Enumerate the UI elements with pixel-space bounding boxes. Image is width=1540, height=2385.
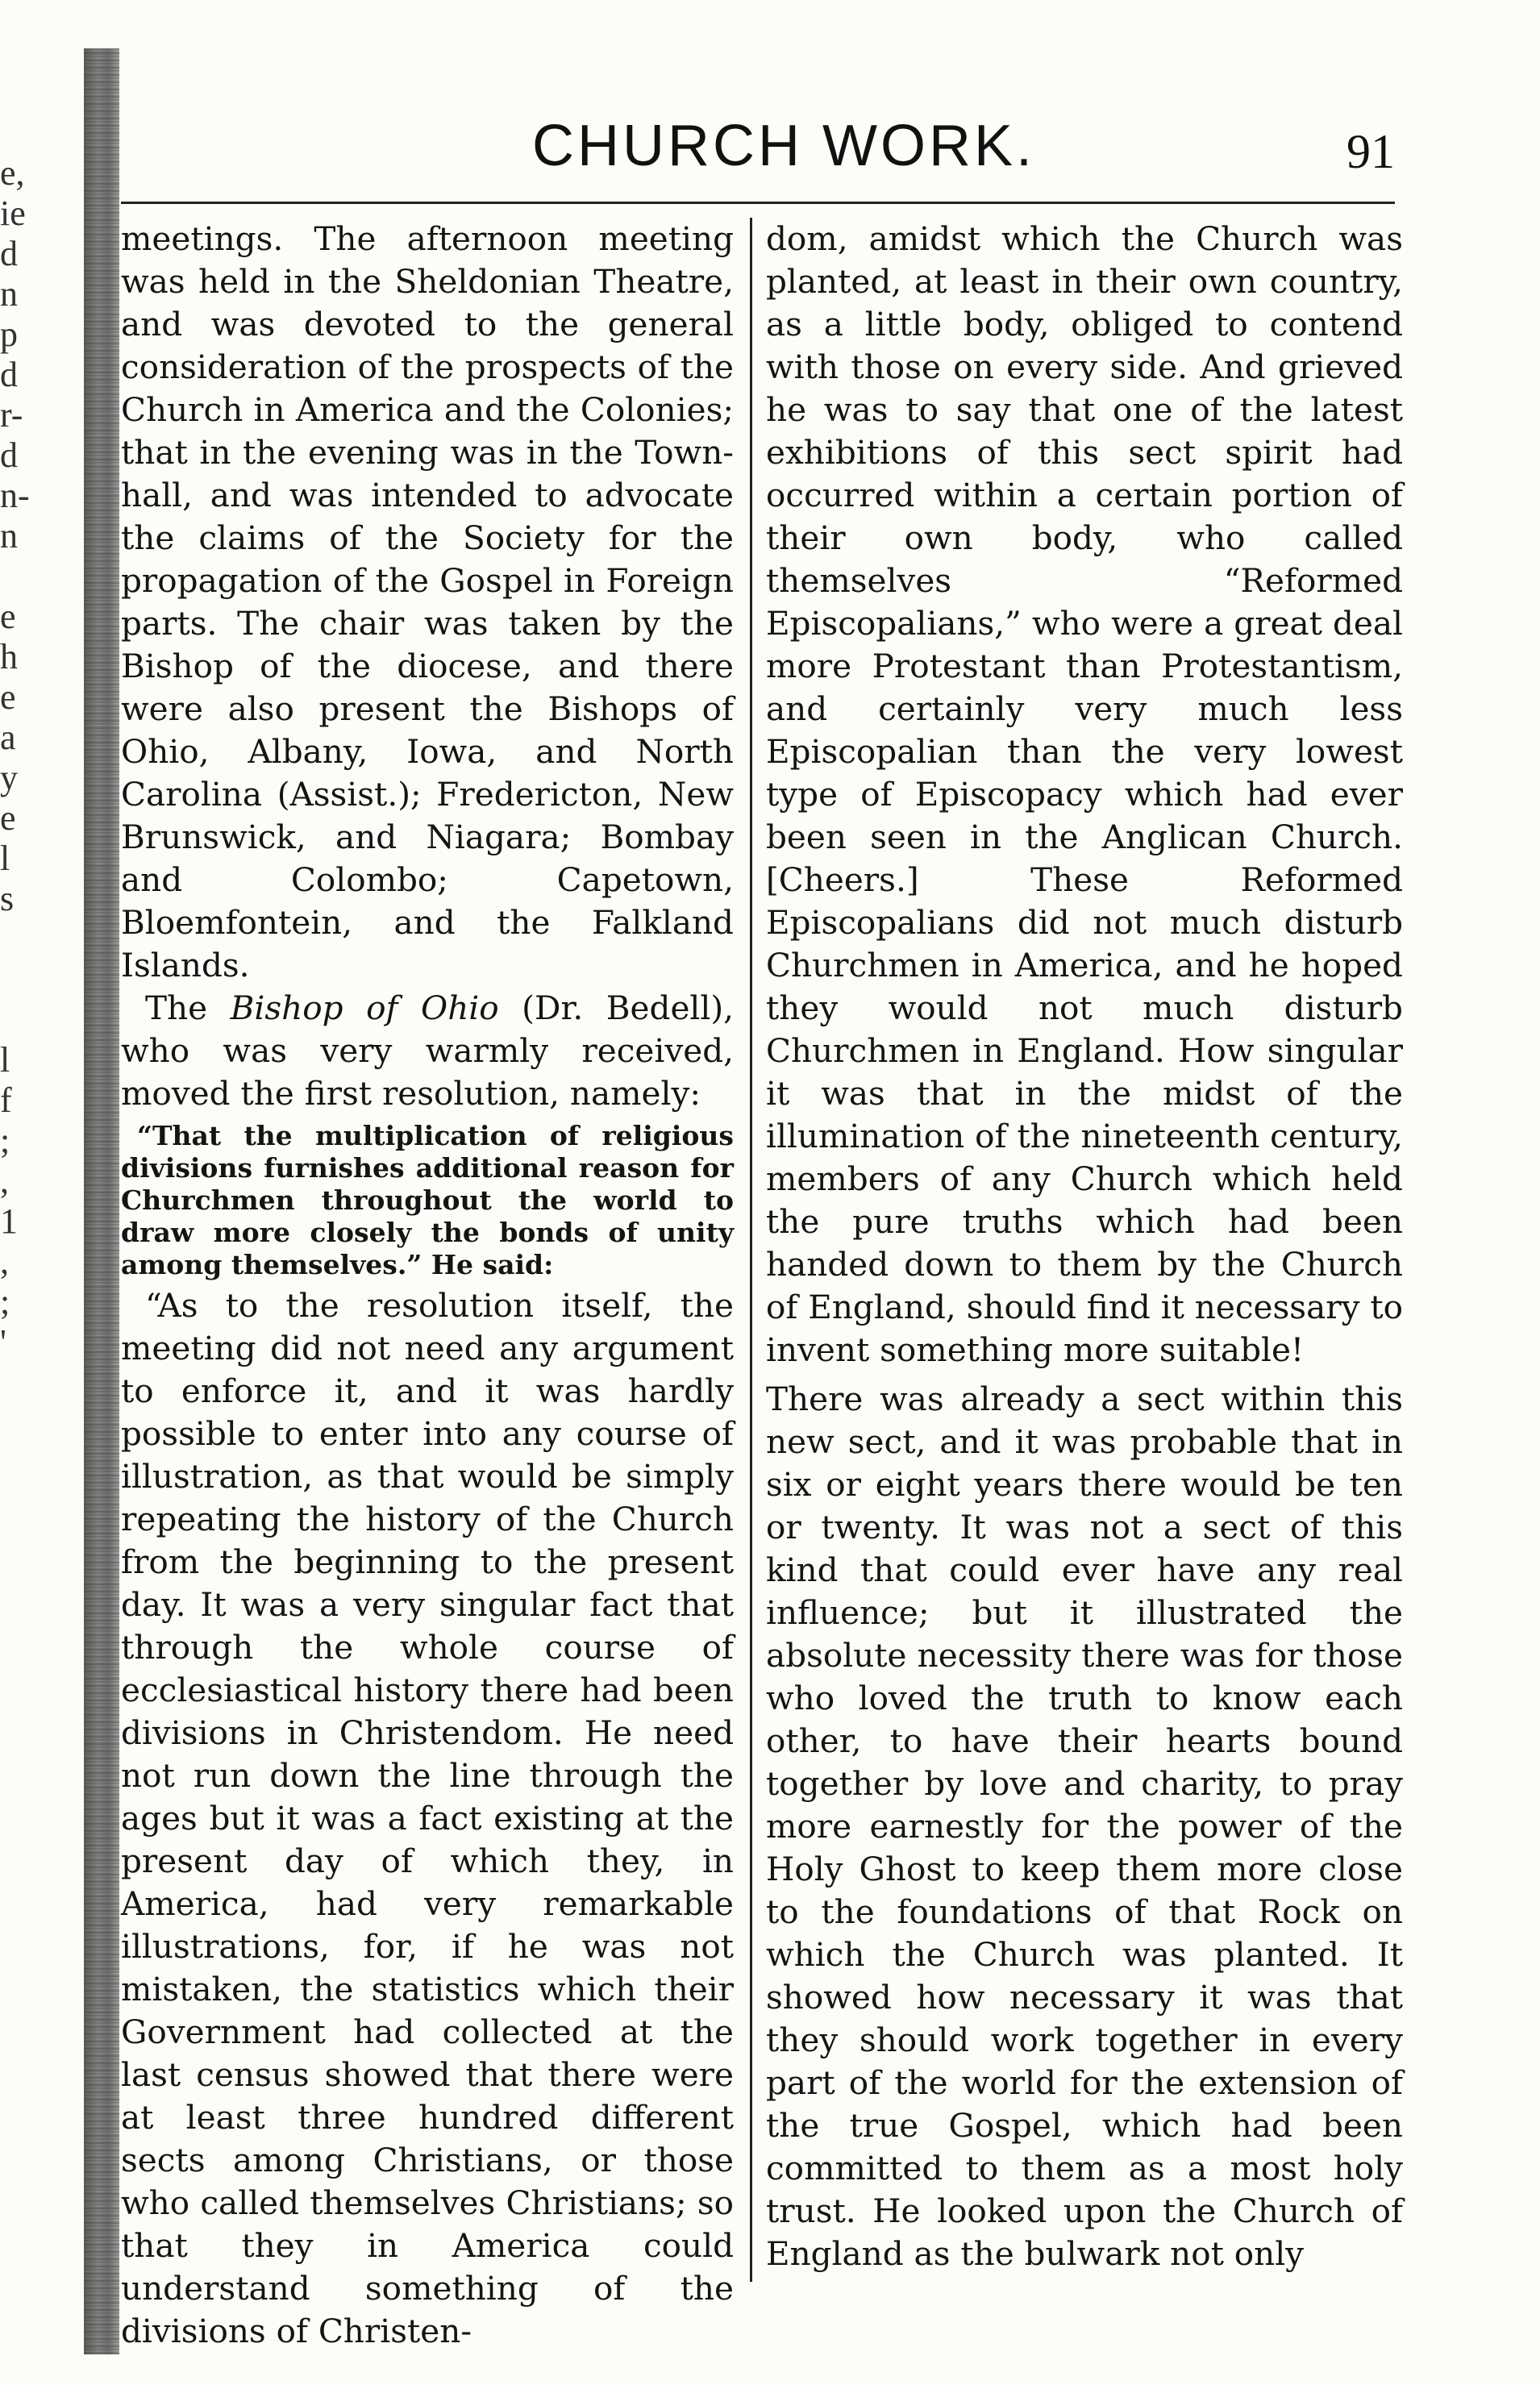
paragraph: meetings. The afternoon meeting was held in the Sheldonian Theatre, and was devoted to the general consideration of the prospects of the Church in America and the Colonies; that in the evening was in the Town-hall, and was intended to advocate the claims of the Society for the propagation of the Gospel in Foreign parts. The chair was taken by the Bishop of the diocese, and there were also present the Bishops of Ohio, Albany, Iowa, and North Carolina (Assist.); Fredericton, New Brunswick, and Niagara; Bombay and Colombo; Capetown, Bloemfontein, and the Falkland Islands. (121, 219, 734, 984)
margin-fragment: n- (0, 476, 30, 515)
column-divider (750, 218, 752, 2282)
margin-fragment (0, 556, 65, 597)
page-number: 91 (1346, 125, 1395, 178)
margin-fragment (0, 959, 65, 1000)
margin-fragment: p (0, 314, 18, 354)
margin-fragment: e (0, 677, 16, 717)
speaker-name: Bishop of Ohio (230, 989, 499, 1027)
margin-fragment: 1 (0, 1201, 18, 1241)
margin-fragment: ie (0, 194, 26, 233)
margin-fragment: d (0, 355, 18, 394)
paragraph: There was already a sect within this new sect, and it was probable that in six or eight years there would be ten or twenty. It was not a sect of this kind that could ever have any real influence; but it illustrated the absolute necessity there was for those who loved the truth to know each other, to have their hearts bound together by love and charity, to pray more earnestly for the power of the Holy Ghost to keep them more close to the foundations of that Rock on which the Church was planted. It showed how necessary it was that they should work together in every part of the world for the extension of the true Gospel, which had been committed to them as a most holy trust. He looked upon the Church of England as the bulwark not only (766, 1380, 1403, 2273)
paragraph: dom, amidst which the Church was planted, at least in their own country, as a little body, obliged to contend with those on every side. And grieved he was to say that one of the latest exhibitions of this sect spirit had occurred within a certain portion of their own body, who called themselves “Reformed Episcopalians,” who were a great deal more Protestant than Protestantism, and certainly very much less Episcopalian than the very lowest type of Episcopacy which had ever been seen in the Anglican Church. [Cheers.] These Reformed Episcopalians did not much disturb Churchmen in America, and he hoped they would not much disturb Churchmen in England. How singular it was that in the midst of the illumination of the nineteenth century, members of any Church which held the pure truths which had been handed down to them by the Church of England, should find it necessary to invent something more suitable! (766, 219, 1403, 1369)
text-run: (Dr. Bedell), who was very warmly received, moved the first resolution, namely: (121, 989, 734, 1113)
margin-fragment: e, (0, 153, 25, 193)
margin-fragment: f (0, 1080, 12, 1120)
margin-fragment: , (0, 1242, 9, 1281)
margin-fragment: , (0, 1161, 9, 1201)
margin-fragment: h (0, 637, 18, 676)
margin-fragment: y (0, 758, 18, 797)
margin-fragment: ; (0, 1121, 10, 1160)
margin-fragment: d (0, 234, 18, 273)
margin-fragment: ; (0, 1282, 10, 1322)
margin-fragment: n (0, 274, 18, 314)
margin-fragment: e (0, 597, 16, 636)
facing-page-margin (0, 153, 65, 1363)
margin-fragment: r- (0, 395, 23, 435)
text-run: The (145, 989, 231, 1027)
margin-fragment: s (0, 879, 15, 918)
margin-fragment: l (0, 839, 10, 878)
margin-fragment: l (0, 1040, 10, 1080)
margin-fragment: ' (0, 1322, 6, 1362)
right-column (766, 218, 1403, 2275)
resolution-quote: “That the multiplication of religious divisions furnishes additional reason for Churchmen throughout the world to draw more closely the bonds of unity among themselves.” He said: (121, 1120, 734, 1280)
margin-fragment: e (0, 798, 16, 838)
header-rule (121, 202, 1395, 204)
margin-fragment (0, 919, 65, 959)
margin-fragment (0, 1000, 65, 1040)
paragraph-speaker-intro (121, 987, 734, 1115)
margin-fragment: a (0, 718, 16, 757)
book-spine-shadow (84, 48, 119, 2354)
left-column (121, 218, 734, 2353)
running-title: CHURCH WORK. (532, 114, 1035, 178)
paragraph: “As to the resolution itself, the meeting did not need any argument to enforce it, and it was hardly possible to enter into any course of illustration, as that would be simply repeating the history of the Church from the beginning to the present day. It was a very singular fact that through the whole course of ecclesiastical history there had been divisions in Christendom. He need not run down the line through the ages but it was a fact existing at the present day of which they, in America, had very remarkable illustrations, for, if he was not mistaken, the statistics which their Government had collected at the last census showed that there were at least three hundred different sects among Christians, or those who called themselves Christians; so that they in America could understand something of the divisions of Christen- (121, 1286, 734, 2350)
margin-fragment: d (0, 435, 18, 475)
margin-fragment: n (0, 516, 18, 556)
page-header (121, 105, 1395, 185)
